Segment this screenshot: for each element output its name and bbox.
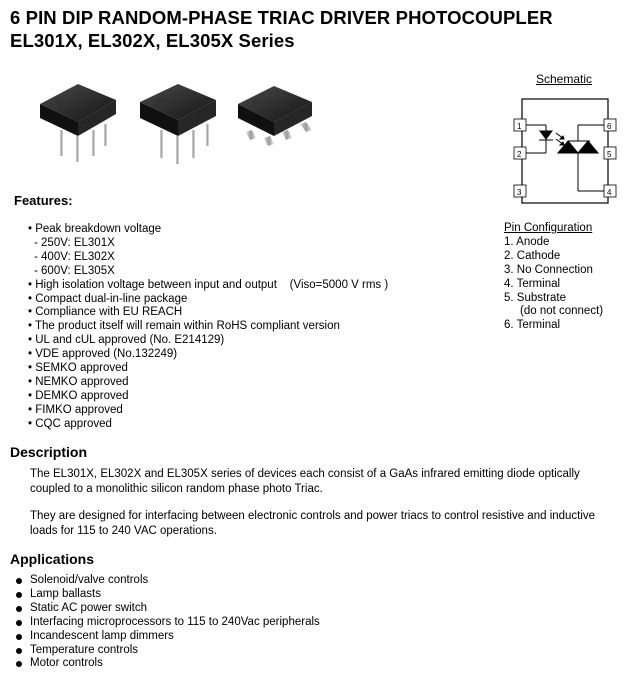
schematic-diagram [508, 97, 624, 207]
package-images [38, 78, 318, 168]
feature-item: • High isolation voltage between input and output (Viso=5000 V rms ) [28, 278, 389, 291]
pin-configuration-heading: Pin Configuration [504, 222, 593, 234]
feature-item: • Peak breakdown voltage [28, 223, 162, 235]
schematic-pin-3: 3 [517, 188, 522, 197]
pin-item: 5. Substrate [504, 291, 567, 304]
applications-heading: Applications [10, 551, 95, 567]
schematic-pin-6: 6 [607, 122, 612, 131]
application-item: Interfacing microprocessors to 115 to 240Vac peripherals [16, 616, 320, 630]
pin-item: 2. Cathode [504, 249, 561, 262]
pin-configuration [504, 222, 603, 333]
features-heading: Features: [14, 193, 73, 208]
page-title [10, 6, 553, 52]
description-paragraph-2: They are designed for interfacing between electronic controls and power triacs to control resistive and inductive loads for 115 to 240 VAC operations. [30, 510, 596, 537]
application-item: Static AC power switch [16, 602, 320, 616]
schematic-pin-4: 4 [607, 188, 612, 197]
application-item: Lamp ballasts [16, 588, 320, 602]
application-item: Incandescent lamp dimmers [16, 630, 320, 644]
dip6-package-image-1 [40, 84, 116, 162]
description-heading: Description [10, 444, 88, 460]
feature-item: • Compact dual-in-line package [28, 292, 188, 305]
schematic-pin-1: 1 [517, 122, 522, 131]
pin-item: 4. Terminal [504, 277, 561, 290]
dip6-package-image-2 [140, 84, 216, 164]
pin-item: 6. Terminal [504, 319, 561, 332]
feature-item: - 400V: EL302X [34, 250, 115, 263]
feature-item: - 600V: EL305X [34, 264, 115, 277]
application-item: Solenoid/valve controls [16, 574, 320, 588]
feature-item: • Compliance with EU REACH [28, 306, 183, 319]
schematic-pin-2: 2 [517, 150, 522, 159]
feature-item: - 250V: EL301X [34, 236, 115, 249]
applications-list [16, 574, 320, 671]
schematic-label: Schematic [536, 72, 593, 86]
schematic-pin-5: 5 [607, 150, 612, 159]
description-paragraph-1: The EL301X, EL302X and EL305X series of devices each consist of a GaAs infrared emitting diode optically coupled to a monolithic silicon random phase photo Triac. [30, 468, 580, 495]
feature-item: • FIMKO approved [28, 403, 123, 416]
feature-item: • SEMKO approved [28, 362, 128, 375]
pin-item: 3. No Connection [504, 263, 593, 276]
features-list [28, 223, 388, 432]
feature-item: • CQC approved [28, 417, 112, 430]
feature-item: • VDE approved (No.132249) [28, 348, 178, 361]
feature-item: • The product itself will remain within RoHS compliant version [28, 320, 340, 333]
feature-item: • NEMKO approved [28, 375, 129, 388]
feature-item: • DEMKO approved [28, 389, 129, 402]
pin-item-note: (do not connect) [520, 305, 604, 318]
title-line-1: 6 PIN DIP RANDOM-PHASE TRIAC DRIVER PHOTOCOUPLER [10, 7, 553, 28]
feature-item: • UL and cUL approved (No. E214129) [28, 334, 225, 347]
title-line-2: EL301X, EL302X, EL305X Series [10, 30, 295, 51]
pin-item: 1. Anode [504, 235, 550, 248]
application-item: Motor controls [16, 657, 320, 671]
smd-package-image [238, 86, 312, 146]
application-item: Temperature controls [16, 644, 320, 658]
